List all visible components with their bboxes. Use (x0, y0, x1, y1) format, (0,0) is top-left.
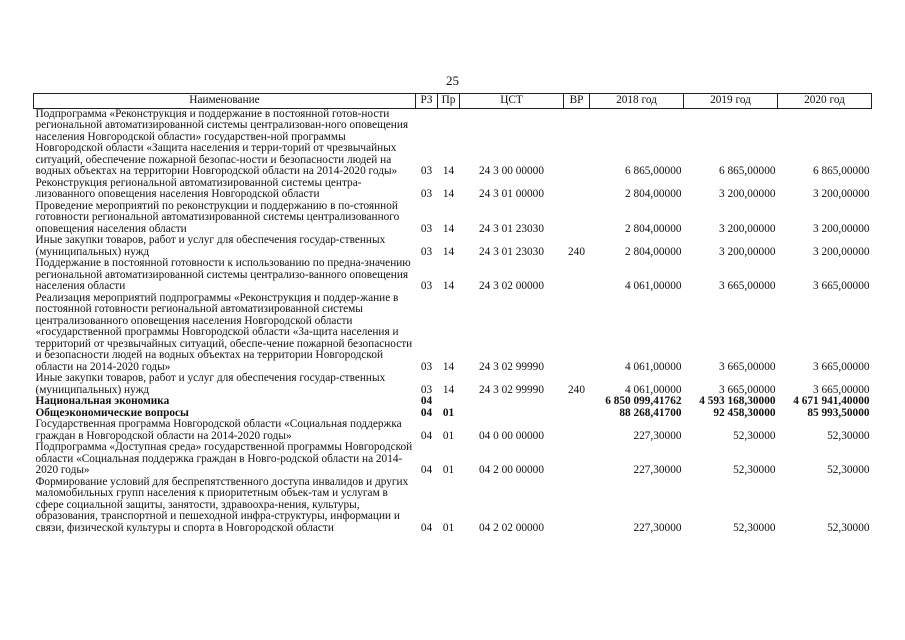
page-number: 25 (446, 73, 459, 88)
row-2019: 3 665,00000 (719, 360, 776, 373)
row-vr (564, 293, 590, 374)
table-row (34, 293, 872, 374)
row-2020: 3 665,00000 (813, 360, 870, 373)
row-vr (564, 477, 590, 535)
header-cst: ЦСТ (460, 94, 564, 109)
row-2018: 4 061,00000 (625, 360, 682, 373)
row-name: Иные закупки товаров, работ и услуг для обеспечения государ-ственных (муниципальных) нужд (35, 234, 386, 258)
row-2018: 88 268,41700 (619, 406, 682, 419)
row-2020: 3 665,00000 (813, 280, 870, 292)
row-2019: 3 665,00000 (719, 383, 776, 396)
row-2019: 4 593 168,30000 (699, 395, 776, 407)
row-2018: 6 865,00000 (625, 165, 682, 177)
table-row (34, 108, 872, 178)
row-2018: 4 061,00000 (625, 383, 682, 396)
row-pr: 14 (442, 280, 455, 292)
row-2018: 2 804,00000 (625, 188, 682, 200)
header-vr: ВР (564, 94, 590, 109)
table-row (34, 396, 872, 408)
row-vr (564, 201, 590, 236)
row-vr (564, 419, 590, 442)
table-row (34, 442, 872, 477)
table-row (34, 419, 872, 442)
row-rz: 04 (420, 429, 433, 442)
row-vr (564, 396, 590, 408)
row-2019: 6 865,00000 (719, 165, 776, 177)
row-name: Национальная экономика (35, 395, 170, 407)
row-pr: 14 (442, 165, 455, 177)
row-vr (564, 408, 590, 420)
row-cst: 04 0 00 00000 (479, 429, 544, 442)
row-name: Государственная программа Новгородской области «Социальная поддержка граждан в Новгородской области на 2014-2020 годы» (35, 418, 402, 442)
table-header-row (34, 94, 872, 109)
budget-table (33, 93, 872, 534)
row-cst: 24 3 01 00000 (479, 188, 544, 200)
row-pr: 14 (442, 245, 455, 258)
row-name: Поддержание в постоянной готовности к использованию по предна-значению региональной автоматизированной системы централизо-ванного оповещения населения области (35, 257, 411, 292)
row-pr (438, 396, 460, 408)
row-rz: 04 (420, 406, 433, 419)
row-rz: 03 (420, 383, 433, 396)
row-2020: 3 665,00000 (813, 383, 870, 396)
row-pr: 14 (442, 222, 455, 235)
row-2020: 6 865,00000 (813, 165, 870, 177)
row-2018: 2 804,00000 (625, 222, 682, 235)
header-2019: 2019 год (684, 94, 778, 109)
row-cst: 24 3 02 99990 (479, 360, 544, 373)
row-cst (460, 408, 564, 420)
header-rz: РЗ (416, 94, 438, 109)
row-2020: 3 200,00000 (813, 222, 870, 235)
row-vr: 240 (568, 245, 585, 258)
row-rz: 03 (420, 222, 433, 235)
header-name: Наименование (34, 94, 416, 109)
row-rz: 03 (420, 165, 433, 177)
row-cst: 04 2 00 00000 (479, 464, 544, 476)
table-row (34, 201, 872, 236)
row-rz: 03 (420, 188, 433, 200)
row-2020: 52,30000 (827, 429, 870, 442)
table-row (34, 235, 872, 258)
row-2020: 3 200,00000 (813, 245, 870, 258)
row-name: Формирование условий для беспрепятственного доступа инвалидов и других маломобильных групп населения к приоритетным объек-там и услугам в сфере социальной защиты, занятости, здравоохра-нения, культуры, образования, транспортной и пешеходной инфра-структуры, информации и связи, физической культуры и спорта в Новгородской области (35, 475, 409, 534)
row-cst: 24 3 01 23030 (479, 222, 544, 235)
row-2019: 3 200,00000 (719, 188, 776, 200)
row-vr (564, 442, 590, 477)
table-row (34, 258, 872, 293)
row-2019: 3 665,00000 (719, 280, 776, 292)
row-name: Проведение мероприятий по реконструкции и поддержанию в по-стоянной готовности региональной автоматизированной системы централизованного оповещения населения области (35, 199, 400, 235)
row-name: Реконструкция региональной автоматизированной системы центра-лизованного оповещения населения Новгородской области (35, 176, 362, 200)
row-2018: 6 850 099,41762 (605, 395, 682, 407)
row-pr: 01 (442, 429, 455, 442)
row-rz: 04 (420, 395, 433, 407)
row-name: Общеэкономические вопросы (35, 406, 189, 419)
table-row (34, 178, 872, 201)
row-2020: 52,30000 (827, 521, 870, 534)
row-pr: 14 (442, 360, 455, 373)
row-2019: 52,30000 (733, 429, 776, 442)
row-2020: 3 200,00000 (813, 188, 870, 200)
row-2019: 52,30000 (733, 464, 776, 476)
row-pr: 14 (442, 383, 455, 396)
row-rz: 03 (420, 360, 433, 373)
row-2018: 227,30000 (633, 521, 682, 534)
row-cst: 24 3 02 00000 (479, 280, 544, 292)
row-2019: 92 458,30000 (713, 406, 776, 419)
row-pr: 14 (442, 188, 455, 200)
row-2018: 2 804,00000 (625, 245, 682, 258)
row-vr (564, 108, 590, 178)
row-pr: 01 (442, 464, 455, 476)
row-rz: 03 (420, 280, 433, 292)
header-2020: 2020 год (778, 94, 872, 109)
header-2018: 2018 год (590, 94, 684, 109)
row-2019: 3 200,00000 (719, 245, 776, 258)
row-name: Реализация мероприятий подпрограммы «Реконструкция и поддер-жание в постоянной готовности региональной автоматизированной системы централизованного оповещения населения Новгородской области «государственной программы Новгородской области «За-щита населения и территорий от чрезвычайных ситуаций, обеспе-чение пожарной безопасности и безопасности людей на водных объектах на территории Новгородской области на 2014-2020 годы» (35, 291, 413, 373)
row-pr: 01 (442, 521, 455, 534)
table-row (34, 373, 872, 396)
row-rz: 04 (420, 464, 433, 476)
row-cst: 24 3 00 00000 (479, 165, 544, 177)
row-name: Подпрограмма «Реконструкция и поддержание в постоянной готов-ности региональной автоматизированной системы централизован-ного оповещения населения Новгородской области» государствен-ной программы Новгородской области «Защита населения и терри-торий от чрезвычайных ситуаций, обеспечение пожарной безопас-ности и безопасности людей на водных объектах на территории Новгородской области на 2014-2020 годы» (35, 107, 409, 177)
row-rz: 04 (420, 521, 433, 534)
row-cst: 24 3 02 99990 (479, 383, 544, 396)
row-cst (460, 396, 564, 408)
row-pr: 01 (442, 406, 455, 419)
row-2019: 3 200,00000 (719, 222, 776, 235)
row-2019: 52,30000 (733, 521, 776, 534)
row-2018: 227,30000 (633, 464, 682, 476)
row-2020: 85 993,50000 (807, 406, 870, 419)
row-name: Иные закупки товаров, работ и услуг для обеспечения государ-ственных (муниципальных) нужд (35, 372, 386, 396)
row-2018: 227,30000 (633, 429, 682, 442)
header-pr: Пр (438, 94, 460, 109)
row-vr (564, 178, 590, 201)
row-vr: 240 (568, 383, 585, 396)
row-cst: 04 2 02 00000 (479, 521, 544, 534)
table-row (34, 477, 872, 535)
row-cst: 24 3 01 23030 (479, 245, 544, 258)
row-2020: 52,30000 (827, 464, 870, 476)
row-rz: 03 (420, 245, 433, 258)
row-2018: 4 061,00000 (625, 280, 682, 292)
row-vr (564, 258, 590, 293)
row-name: Подпрограмма «Доступная среда» государственной программы Новгородской области «Социальная поддержка граждан в Новго-родской области на 2014-2020 годы» (35, 441, 413, 476)
row-2020: 4 671 941,40000 (793, 395, 870, 407)
